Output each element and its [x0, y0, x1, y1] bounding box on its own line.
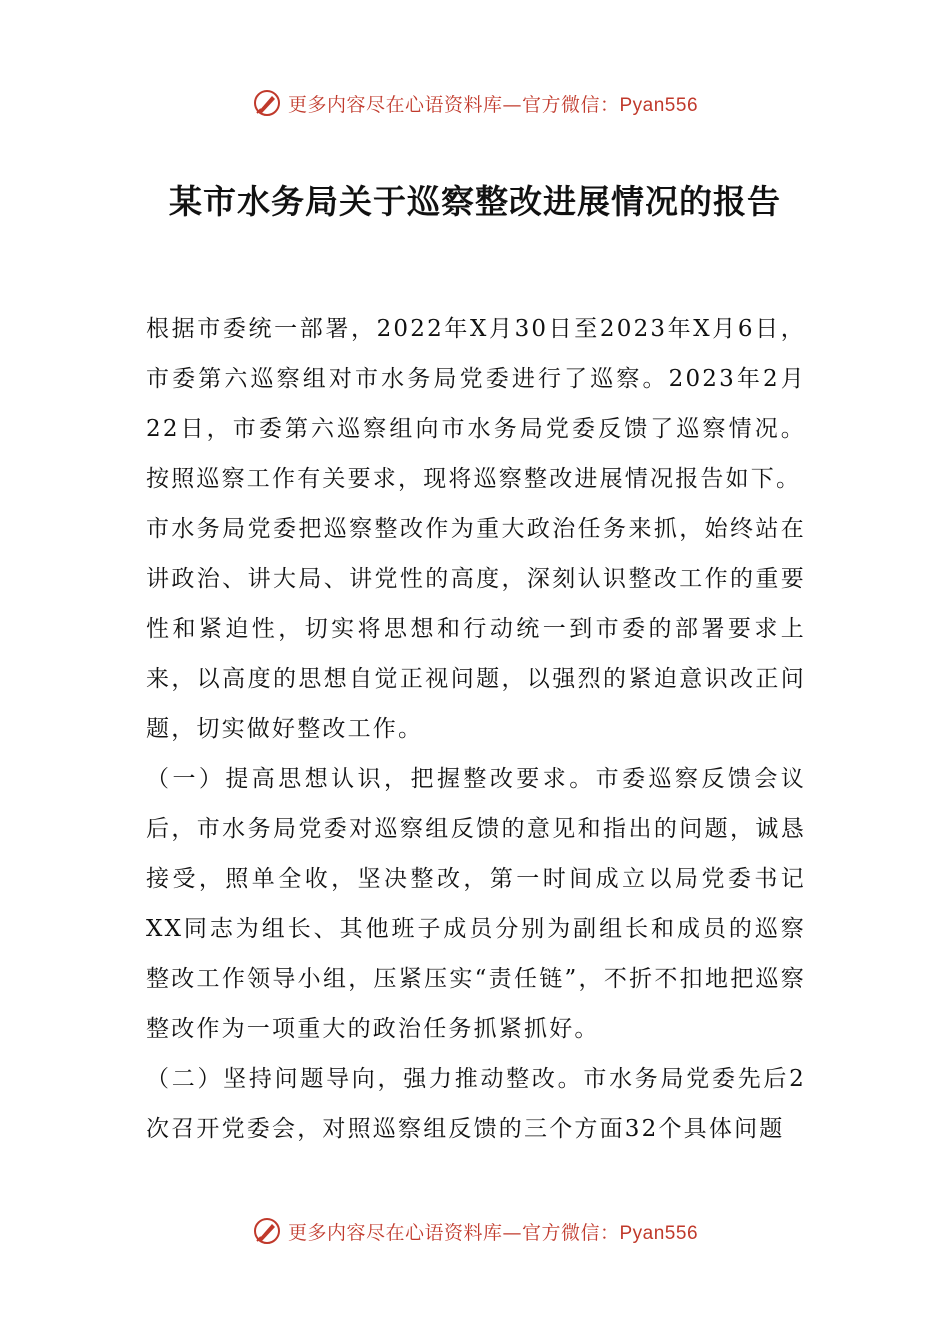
watermark-wechat-id: Pyan556	[619, 94, 699, 116]
header-watermark	[0, 86, 950, 120]
footer-watermark	[0, 1214, 950, 1248]
watermark-wechat-id: Pyan556	[619, 1222, 699, 1244]
paragraph-overview: 市水务局党委把巡察整改作为重大政治任务来抓，始终站在讲政治、讲大局、讲党性的高度，深刻认识整改工作的重要性和紧迫性，切实将思想和行动统一到市委的部署要求上来，以高度的思想自觉正视问题，以强烈的紧迫意识改正问题，切实做好整改工作。	[146, 516, 806, 742]
document-body	[146, 304, 806, 1154]
paragraph-section-2: （二）坚持问题导向，强力推动整改。市水务局党委先后2次召开党委会，对照巡察组反馈的三个方面32个具体问题	[146, 1066, 806, 1142]
quill-logo-icon	[252, 88, 282, 118]
quill-logo-icon	[252, 1216, 282, 1246]
watermark-separator: —	[502, 93, 522, 116]
watermark-text	[288, 1218, 698, 1245]
watermark-separator: —	[502, 1221, 522, 1244]
paragraph-section-1: （一）提高思想认识，把握整改要求。市委巡察反馈会议后，市水务局党委对巡察组反馈的意见和指出的问题，诚恳接受，照单全收，坚决整改，第一时间成立以局党委书记XX同志为组长、其他班子成员分别为副组长和成员的巡察整改工作领导小组，压紧压实“责任链”，不折不扣地把巡察整改作为一项重大的政治任务抓紧抓好。	[146, 766, 806, 1042]
watermark-wechat-label: 官方微信：	[521, 93, 620, 116]
watermark-site-name: 更多内容尽在心语资料库	[287, 1221, 503, 1244]
watermark-wechat-label: 官方微信：	[521, 1221, 620, 1244]
watermark-text	[288, 90, 698, 117]
paragraph-intro: 根据市委统一部署，2022年X月30日至2023年X月6日，市委第六巡察组对市水务局党委进行了巡察。2023年2月22日，市委第六巡察组向市水务局党委反馈了巡察情况。按照巡察工作有关要求，现将巡察整改进展情况报告如下。	[146, 316, 806, 492]
watermark-site-name: 更多内容尽在心语资料库	[287, 93, 503, 116]
document-title: 某市水务局关于巡察整改进展情况的报告	[169, 182, 781, 221]
